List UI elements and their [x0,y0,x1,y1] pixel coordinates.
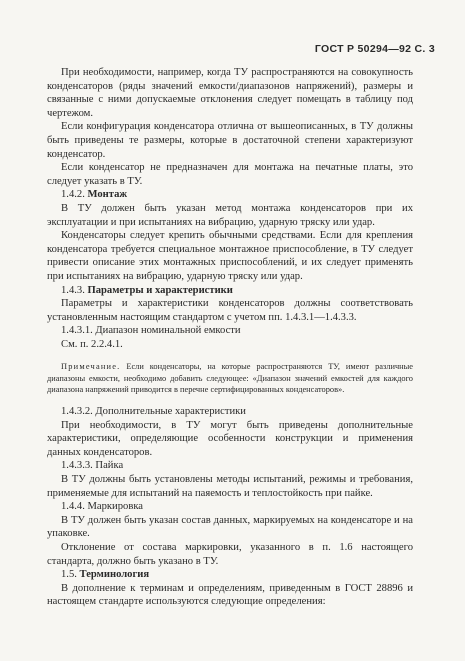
paragraph: В ТУ должны быть установлены методы испытаний, режимы и требования, применяемые для испытаний на паяемость и теплостойкость при пайке. [47,474,413,499]
section-title: Параметры и характеристики [87,284,233,296]
paragraph: Параметры и характеристики конденсаторов должны соответствовать установленным настоящим стандартом с учетом пп. 1.4.3.1—1.4.3.3. [47,298,413,323]
paragraph: 1.4.3.1. Диапазон номинальной емкости [61,325,241,337]
section-heading [47,568,413,582]
paragraph: Если конденсатор не предназначен для монтажа на печатные платы, это следует указать в ТУ. [47,162,413,187]
paragraph: 1.4.3.2. Дополнительные характеристики [61,406,246,418]
paragraph: При необходимости, в ТУ могут быть приведены дополнительные характеристики, определяющие особенности конструкции и применения данных конденсаторов. [47,419,413,458]
paragraph: В дополнение к терминам и определениям, приведенным в ГОСТ 28896 и настоящем стандарте используются следующие определения: [47,582,413,608]
paragraph: Отклонение от состава маркировки, указанного в п. 1.6 настоящего стандарта, должно быть указано в ТУ. [47,542,413,567]
section-heading [47,188,413,202]
section-title: Терминология [79,569,150,581]
note [47,361,413,395]
note-text: Если конденсаторы, на которые распространяются ТУ, имеют различные диапазоны емкости, необходимо добавить следующее: «Диапазон значений емкостей для каждого диапазона напряжений приводится в перечне сертифицированных конденсаторов». [47,362,413,394]
section-number: 1.4.3. [61,284,88,296]
paragraph: Конденсаторы следует крепить обычными средствами. Если для крепления конденсатора требуется специальное монтажное приспособление, в ТУ следует привести описание этих монтажных приспособлений, и их следует применять при испытаниях на вибрацию, ударную тряску или удар. [47,230,413,282]
paragraph: 1.4.3.3. Пайка [61,460,124,472]
document-body [47,66,413,609]
section-number: 1.5. [61,569,80,581]
paragraph: 1.4.4. Маркировка [61,501,144,513]
paragraph: При необходимости, например, когда ТУ распространяются на совокупность конденсаторов (ряды значений емкости/диапазонов напряжений), размеры и связанные с ними допускаемые отклонения следует помещать в таблицу под чертежом. [47,67,413,119]
paragraph: Если конфигурация конденсатора отлична от вышеописанных, в ТУ должны быть приведены те размеры, которые в достаточной степени характеризуют конденсатор. [47,121,413,160]
section-heading [47,284,413,298]
section-title: Монтаж [87,189,128,201]
paragraph: В ТУ должен быть указан состав данных, маркируемых на конденсаторе и на упаковке. [47,514,413,540]
page-header: ГОСТ Р 50294—92 С. 3 [314,43,435,55]
section-number: 1.4.2. [61,189,88,201]
paragraph: См. п. 2.2.4.1. [61,338,123,350]
note-label: Примечание. [61,362,121,372]
paragraph: В ТУ должен быть указан метод монтажа конденсаторов при их эксплуатации и при испытаниях на вибрацию, ударную тряску или удар. [47,202,413,228]
